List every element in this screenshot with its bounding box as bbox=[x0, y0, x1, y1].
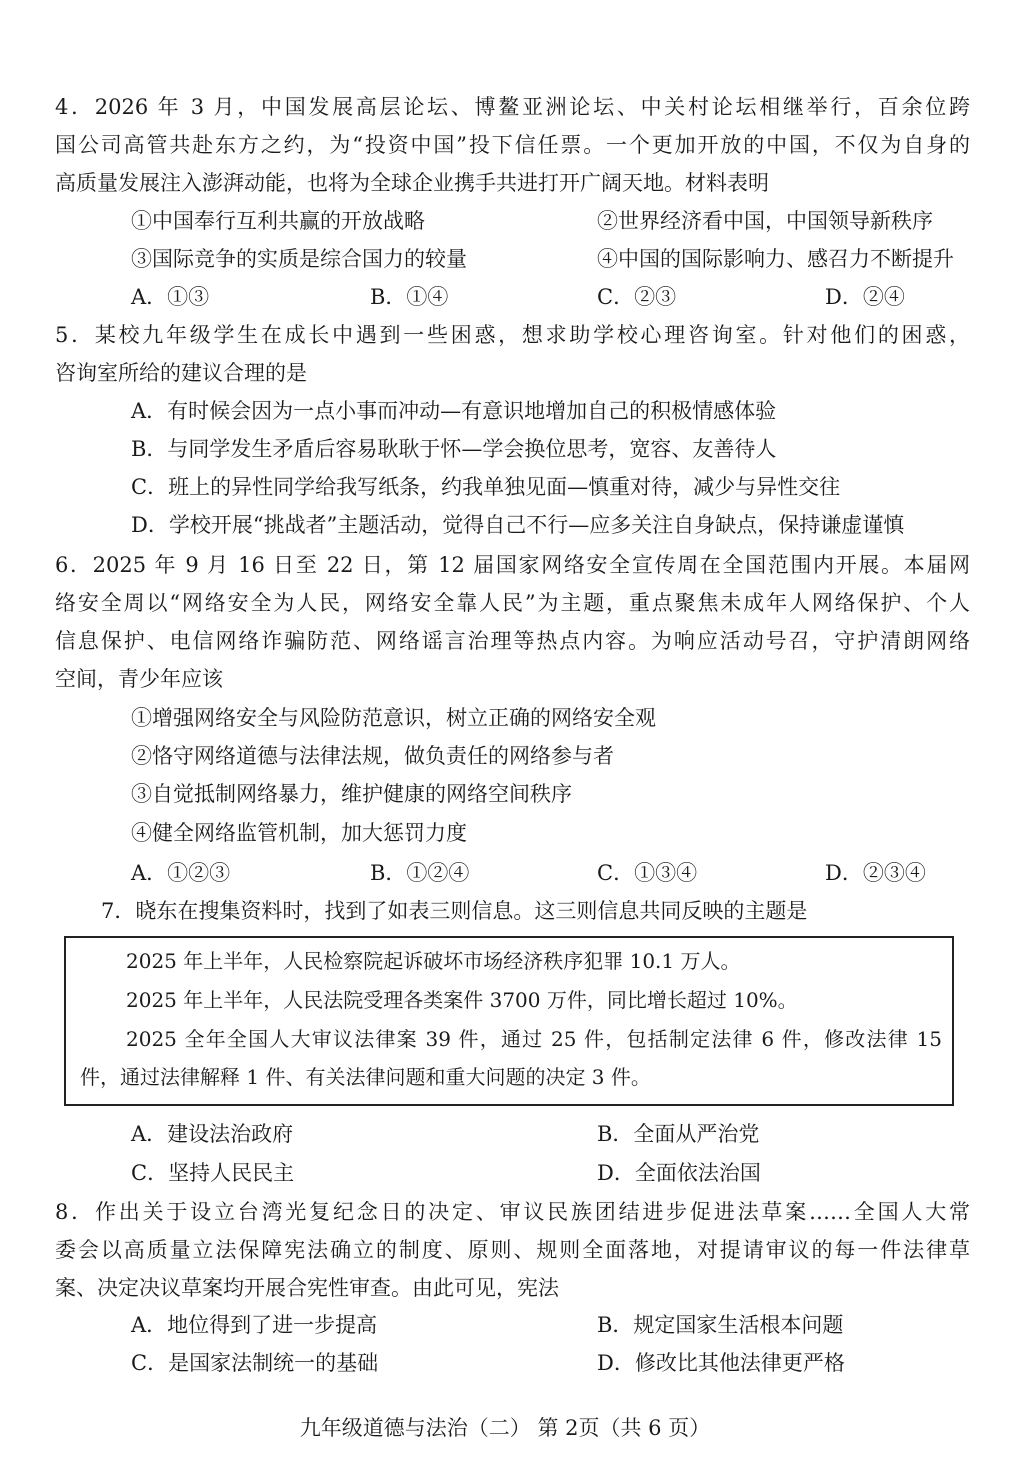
q6-choice-d: D．②③④ bbox=[825, 861, 926, 885]
q7-choice-d: D．全面依法治国 bbox=[597, 1161, 761, 1185]
q7-info-line-4: 件，通过法律解释 1 件、有关法律问题和重大问题的决定 3 件。 bbox=[80, 1065, 651, 1089]
q5-choice-c: C．班上的异性同学给我写纸条，约我单独见面—慎重对待，减少与异性交往 bbox=[131, 475, 841, 499]
q7-choice-a: A．建设法治政府 bbox=[131, 1122, 294, 1146]
q7-info-line-1: 2025 年上半年，人民检察院起诉破坏市场经济秩序犯罪 10.1 万人。 bbox=[126, 949, 741, 973]
q8-choice-a: A．地位得到了进一步提高 bbox=[131, 1313, 378, 1337]
page-footer: 九年级道德与法治（二） 第 2页（共 6 页） bbox=[299, 1416, 711, 1440]
q6-item-1: ①增强网络安全与风险防范意识，树立正确的网络安全观 bbox=[131, 706, 656, 730]
q6-stem-line-2: 络安全周以“网络安全为人民，网络安全靠人民”为主题，重点聚焦未成年人网络保护、个人 bbox=[55, 591, 970, 615]
q4-choice-a: A．①③ bbox=[131, 285, 210, 309]
q8-stem-line-3: 案、决定决议草案均开展合宪性审查。由此可见，宪法 bbox=[55, 1276, 559, 1300]
q6-item-4: ④健全网络监管机制，加大惩罚力度 bbox=[131, 821, 467, 845]
q6-stem-line-3: 信息保护、电信网络诈骗防范、网络谣言治理等热点内容。为响应活动号召，守护清朗网络 bbox=[55, 629, 970, 653]
q4-choice-d: D．②④ bbox=[825, 285, 905, 309]
q4-item-2: ②世界经济看中国，中国领导新秩序 bbox=[597, 209, 933, 233]
q4-choice-c: C．②③ bbox=[597, 285, 677, 309]
q6-choice-a: A．①②③ bbox=[131, 861, 231, 885]
q7-info-line-2: 2025 年上半年，人民法院受理各类案件 3700 万件，同比增长超过 10%。 bbox=[126, 988, 798, 1012]
q7-choice-b: B．全面从严治党 bbox=[597, 1122, 760, 1146]
q5-stem-line-2: 咨询室所给的建议合理的是 bbox=[55, 361, 307, 385]
q4-item-1: ①中国奉行互利共赢的开放战略 bbox=[131, 209, 425, 233]
q8-stem-line-2: 委会以高质量立法保障宪法确立的制度、原则、规则全面落地，对提请审议的每一件法律草 bbox=[55, 1238, 970, 1262]
q6-item-3: ③自觉抵制网络暴力，维护健康的网络空间秩序 bbox=[131, 782, 572, 806]
q5-stem-line-1: 5．某校九年级学生在成长中遇到一些困惑，想求助学校心理咨询室。针对他们的困惑， bbox=[55, 323, 970, 347]
q5-choice-a: A．有时候会因为一点小事而冲动—有意识地增加自己的积极情感体验 bbox=[131, 399, 777, 423]
q5-choice-d: D．学校开展“挑战者”主题活动，觉得自己不行—应多关注自身缺点，保持谦虚谨慎 bbox=[131, 513, 905, 537]
q6-choice-c: C．①③④ bbox=[597, 861, 698, 885]
q8-choice-b: B．规定国家生活根本问题 bbox=[597, 1313, 844, 1337]
q8-choice-c: C．是国家法制统一的基础 bbox=[131, 1351, 379, 1375]
q6-stem-line-4: 空间，青少年应该 bbox=[55, 667, 223, 691]
q6-stem-line-1: 6．2025 年 9 月 16 日至 22 日，第 12 届国家网络安全宣传周在全国范围内开展。本届网 bbox=[55, 553, 970, 577]
q8-choice-d: D．修改比其他法律更严格 bbox=[597, 1351, 845, 1375]
q4-stem-line-1: 4．2026 年 3 月，中国发展高层论坛、博鳌亚洲论坛、中关村论坛相继举行，百余位跨 bbox=[55, 95, 970, 119]
q4-item-4: ④中国的国际影响力、感召力不断提升 bbox=[597, 247, 954, 271]
q4-item-3: ③国际竞争的实质是综合国力的较量 bbox=[131, 247, 467, 271]
q6-item-2: ②恪守网络道德与法律法规，做负责任的网络参与者 bbox=[131, 744, 614, 768]
q7-info-line-3: 2025 全年全国人大审议法律案 39 件，通过 25 件，包括制定法律 6 件，修改法律 15 bbox=[126, 1027, 942, 1051]
q6-choice-b: B．①②④ bbox=[370, 861, 470, 885]
q4-stem-line-2: 国公司高管共赴东方之约，为“投资中国”投下信任票。一个更加开放的中国，不仅为自身的 bbox=[55, 133, 970, 157]
q7-stem: 7．晓东在搜集资料时，找到了如表三则信息。这三则信息共同反映的主题是 bbox=[101, 899, 808, 923]
q4-stem-line-3: 高质量发展注入澎湃动能，也将为全球企业携手共进打开广阔天地。材料表明 bbox=[55, 171, 769, 195]
q7-choice-c: C．坚持人民民主 bbox=[131, 1161, 295, 1185]
q5-choice-b: B．与同学发生矛盾后容易耿耿于怀—学会换位思考，宽容、友善待人 bbox=[131, 437, 777, 461]
q4-choice-b: B．①④ bbox=[370, 285, 449, 309]
q8-stem-line-1: 8．作出关于设立台湾光复纪念日的决定、审议民族团结进步促进法草案……全国人大常 bbox=[55, 1200, 970, 1224]
